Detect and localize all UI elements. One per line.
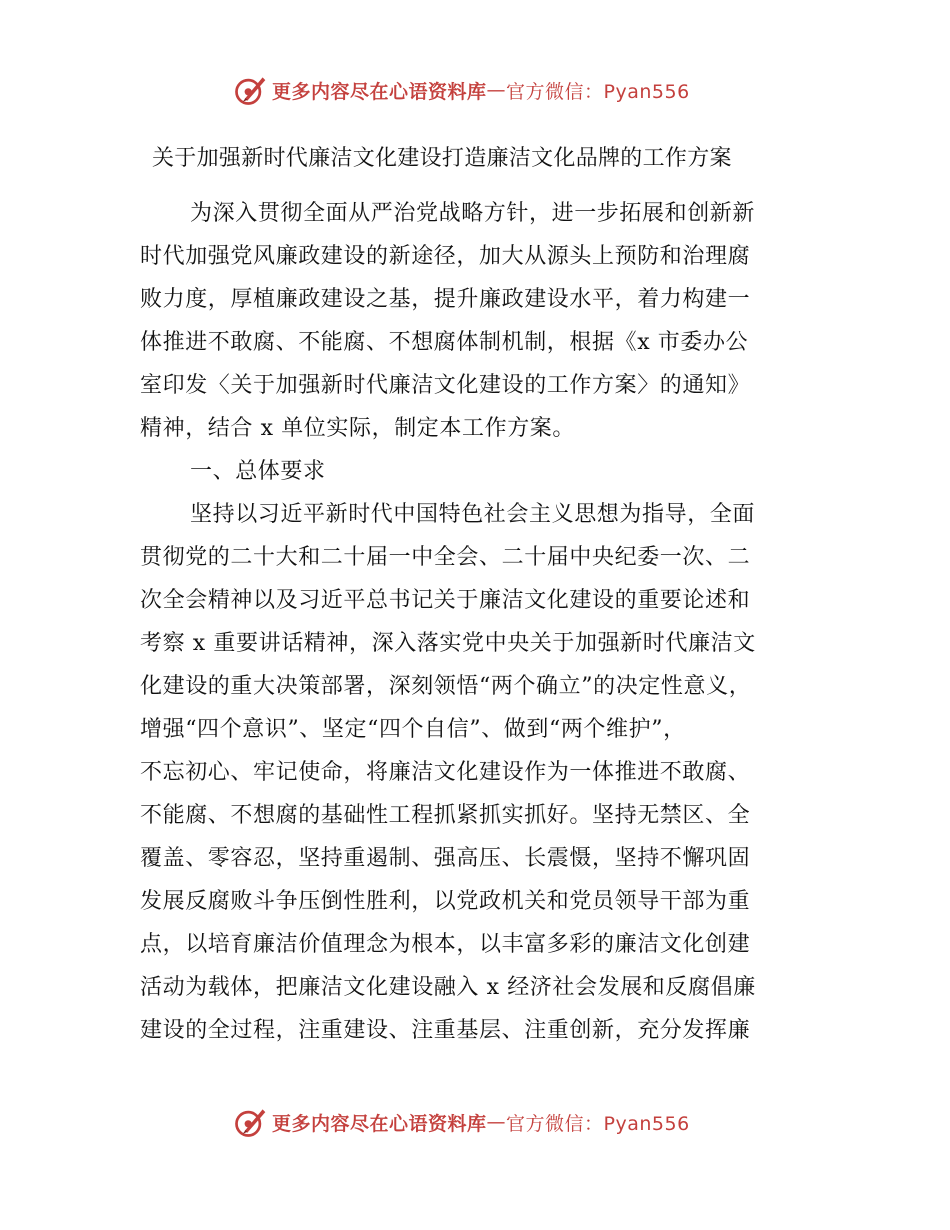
body-line: 坚持以习近平新时代中国特色社会主义思想为指导，全面: [190, 502, 756, 527]
body-line: 时代加强党风廉政建设的新途径，加大从源头上预防和治理腐: [140, 244, 751, 269]
document-body: [140, 192, 820, 1052]
document-title: 关于加强新时代廉洁文化建设打造廉洁文化品牌的工作方案: [152, 146, 732, 171]
body-line: 室印发〈关于加强新时代廉洁文化建设的工作方案〉的通知》: [140, 373, 751, 398]
body-line: 体推进不敢腐、不能腐、不想腐体制机制，根据《x 市委办公: [140, 330, 749, 355]
body-line: 建设的全过程，注重建设、注重基层、注重创新，充分发挥廉: [140, 1018, 751, 1043]
watermark-text: 更多内容尽在心语资料库: [272, 1112, 487, 1135]
header-watermark: [232, 70, 690, 110]
body-line: 精神，结合 x 单位实际，制定本工作方案。: [140, 416, 575, 441]
body-line: 为深入贯彻全面从严治党战略方针，进一步拓展和创新新: [190, 201, 756, 226]
body-line: 覆盖、零容忍，坚持重遏制、强高压、长震慑，坚持不懈巩固: [140, 846, 751, 871]
watermark-dash: —: [486, 1111, 507, 1133]
body-line: 败力度，厚植廉政建设之基，提升廉政建设水平，着力构建一: [140, 287, 751, 312]
body-line: 次全会精神以及习近平总书记关于廉洁文化建设的重要论述和: [140, 588, 751, 613]
footer-watermark: [232, 1102, 690, 1142]
body-line: 发展反腐败斗争压倒性胜利，以党政机关和党员领导干部为重: [140, 889, 751, 914]
watermark-wechat: 官方微信：Pyan556: [506, 1112, 690, 1135]
quill-pen-logo-icon: [232, 1104, 268, 1140]
quill-pen-logo-icon: [232, 72, 268, 108]
body-line: 活动为载体，把廉洁文化建设融入 x 经济社会发展和反腐倡廉: [140, 975, 756, 1000]
body-line: 点，以培育廉洁价值理念为根本，以丰富多彩的廉洁文化创建: [140, 932, 751, 957]
body-line: 增强“四个意识”、坚定“四个自信”、做到“两个维护”，: [140, 717, 686, 742]
watermark-text: 更多内容尽在心语资料库: [272, 80, 487, 103]
watermark-dash: —: [486, 79, 507, 101]
body-line: 化建设的重大决策部署，深刻领悟“两个确立”的决定性意义，: [140, 674, 752, 699]
body-line: 不能腐、不想腐的基础性工程抓紧抓实抓好。坚持无禁区、全: [140, 803, 751, 828]
section-heading: 一、总体要求: [190, 459, 326, 484]
body-line: 贯彻党的二十大和二十届一中全会、二十届中央纪委一次、二: [140, 545, 751, 570]
watermark-wechat: 官方微信：Pyan556: [506, 80, 690, 103]
body-line: 考察 x 重要讲话精神，深入落实党中央关于加强新时代廉洁文: [140, 631, 756, 656]
body-line: 不忘初心、牢记使命，将廉洁文化建设作为一体推进不敢腐、: [140, 760, 751, 785]
